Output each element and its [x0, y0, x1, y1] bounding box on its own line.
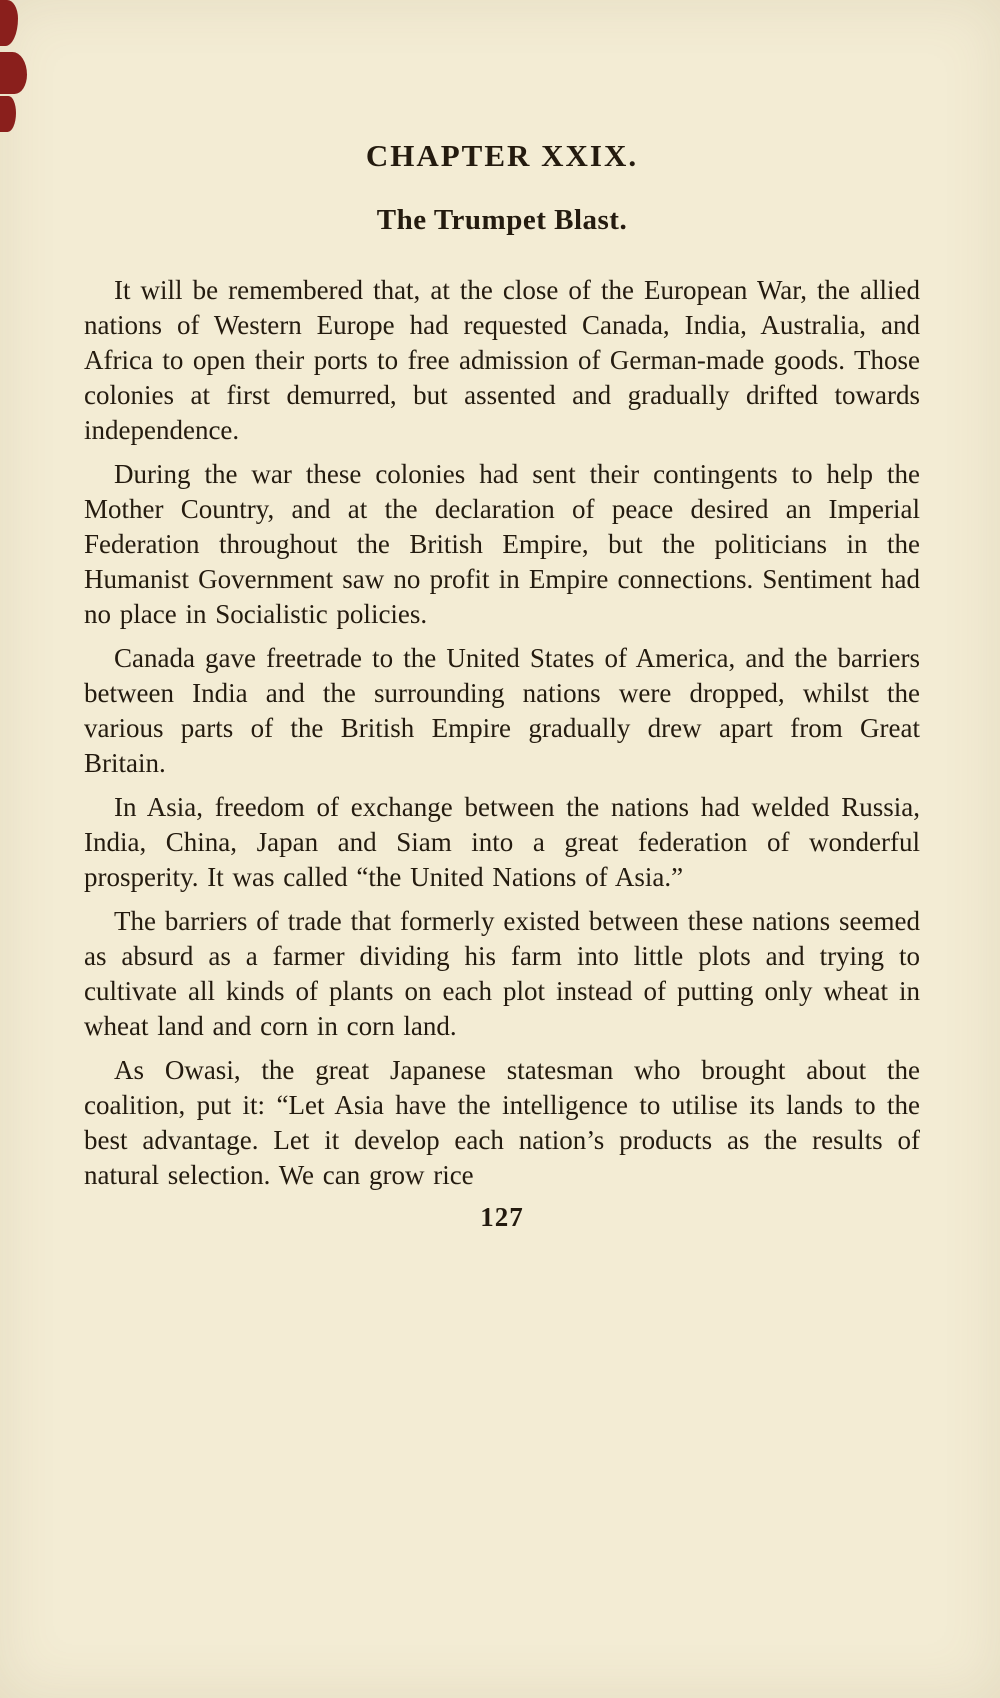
body-copy — [84, 273, 920, 1193]
red-ink-mark — [0, 52, 27, 94]
red-ink-mark — [0, 0, 18, 46]
text-block — [84, 138, 920, 1233]
paragraph: Canada gave freetrade to the United States of America, and the barriers between India and the surrounding nations were dropped, whilst the various parts of the British Empire gradually drew apart from Great Britain. — [84, 643, 920, 778]
paragraph: The barriers of trade that formerly existed between these nations seemed as absurd as a farmer dividing his farm into little plots and trying to cultivate all kinds of plants on each plot instead of putting only wheat in wheat land and corn in corn land. — [84, 906, 920, 1041]
paragraph: It will be remembered that, at the close of the European War, the allied nations of Western Europe had requested Canada, India, Australia, and Africa to open their ports to free admission of German-made goods. Those colonies at first demurred, but assented and gradually drifted towards independence. — [84, 275, 920, 445]
paragraph: As Owasi, the great Japanese statesman who brought about the coalition, put it: “Let Asia have the intelligence to utilise its lands to the best advantage. Let it develop each nation’s products as the results of natural selection. We can grow rice — [84, 1055, 920, 1190]
paragraph: During the war these colonies had sent their contingents to help the Mother Country, and at the declaration of peace desired an Imperial Federation throughout the British Empire, but the politicians in the Humanist Government saw no profit in Empire connections. Sentiment had no place in Socialistic policies. — [84, 459, 920, 629]
page-number: 127 — [480, 1202, 524, 1232]
section-title: The Trumpet Blast. — [376, 204, 628, 236]
chapter-heading: CHAPTER XXIX. — [365, 138, 639, 173]
paragraph: In Asia, freedom of exchange between the nations had welded Russia, India, China, Japan and Siam into a great federation of wonderful prosperity. It was called “the United Nations of Asia.” — [84, 792, 920, 892]
red-ink-mark — [0, 96, 16, 132]
